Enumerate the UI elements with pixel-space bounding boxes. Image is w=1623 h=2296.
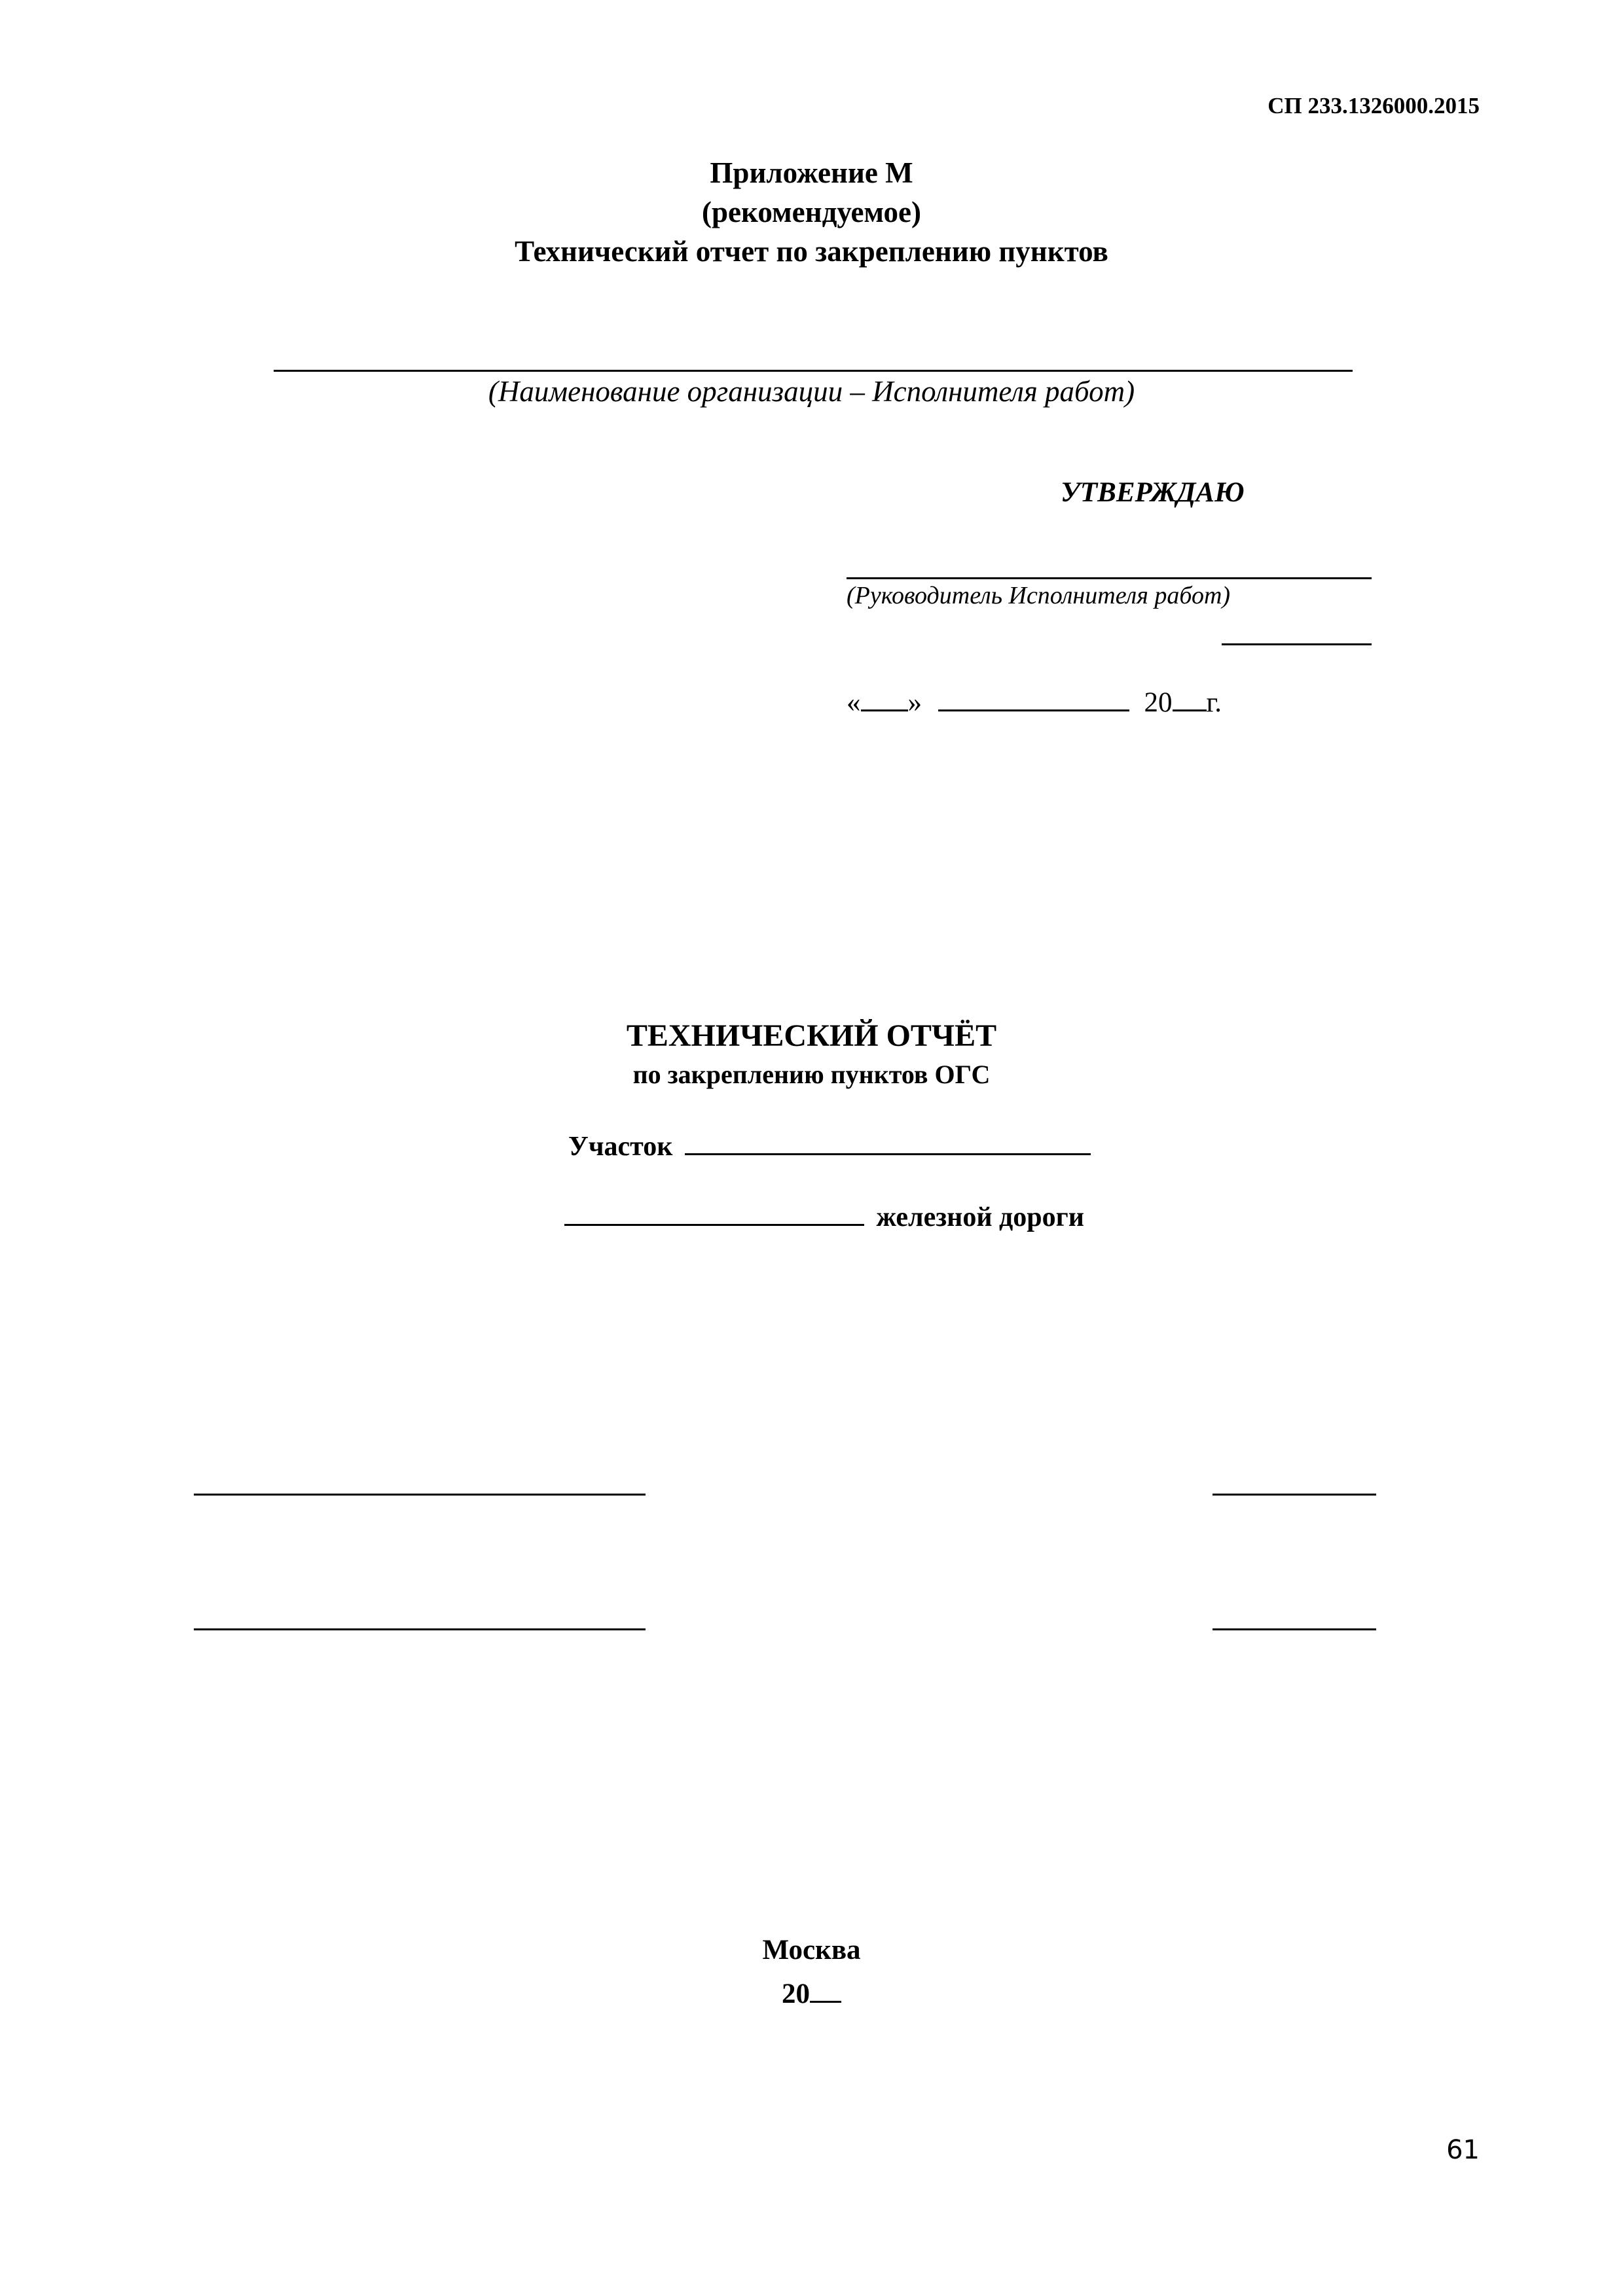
- railway-blank: [564, 1195, 864, 1226]
- section-field: [568, 1124, 1091, 1162]
- report-subtitle: по закреплению пунктов ОГС: [632, 1060, 991, 1089]
- signer-name-line: [847, 577, 1372, 579]
- approval-heading: УТВЕРЖДАЮ: [1061, 477, 1245, 508]
- appendix-title: Приложение М: [710, 156, 913, 189]
- month-blank: [938, 681, 1129, 711]
- date-year: 20: [1144, 687, 1173, 718]
- section-label: Участок: [568, 1132, 673, 1162]
- organization-name-line: [274, 370, 1353, 372]
- railway-label: железной дороги: [876, 1202, 1084, 1232]
- report-title: ТЕХНИЧЕСКИЙ ОТЧЁТ: [626, 1018, 997, 1053]
- date-open-quote: «: [847, 687, 861, 718]
- appendix-status: (рекомендуемое): [702, 196, 921, 228]
- signature-line-left-2: [194, 1628, 646, 1630]
- signature-line-right-2: [1213, 1628, 1376, 1630]
- city: Москва: [762, 1935, 861, 1965]
- signature-line-right-1: [1213, 1494, 1376, 1496]
- signer-caption: (Руководитель Исполнителя работ): [847, 582, 1231, 609]
- year-blank: [810, 1972, 841, 2003]
- year-prefix: 20: [782, 1979, 810, 2009]
- year-blank: [1173, 681, 1207, 711]
- railway-field: [564, 1195, 1084, 1233]
- signature-line-left-1: [194, 1494, 646, 1496]
- document-code: СП 233.1326000.2015: [1267, 93, 1480, 118]
- day-blank: [861, 681, 908, 711]
- organization-caption: (Наименование организации – Исполнителя работ): [488, 375, 1135, 408]
- date-suffix: г.: [1206, 687, 1222, 718]
- appendix-subject: Технический отчет по закреплению пунктов: [515, 235, 1108, 268]
- year-field: [0, 1972, 1623, 2010]
- page-number: 61: [1446, 2135, 1480, 2165]
- signature-line: [1222, 643, 1372, 645]
- section-blank: [685, 1124, 1091, 1155]
- date-close-quote: »: [907, 687, 922, 718]
- approval-date: [847, 681, 1222, 719]
